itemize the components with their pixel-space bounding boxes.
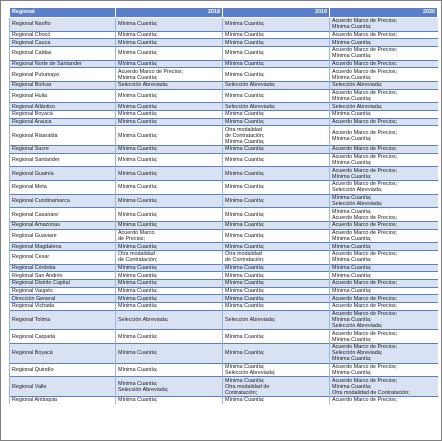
- table-row: [10, 153, 438, 167]
- cell-2020: Selección Abreviada;: [330, 103, 438, 111]
- cell-2020: Acuerdo Marco de Precios;: [330, 295, 438, 303]
- cell-regional: Regional Huila: [10, 89, 116, 103]
- cell-2018: Acuerdo Marco de Precios; Mínima Cuantía;: [116, 68, 223, 82]
- cell-2020: Acuerdo Marco de Precios;: [330, 302, 438, 310]
- cell-2020: Acuerdo Marco de Precios; Mínima Cuantía;: [330, 251, 438, 265]
- cell-regional: Regional Vaupés: [10, 287, 116, 295]
- table-row: [10, 243, 438, 251]
- table-header-row: [10, 8, 438, 18]
- table-row: [10, 46, 438, 60]
- cell-2018: Mínima Cuantía;: [116, 89, 223, 103]
- cell-2020: Mínima Cuantía;: [330, 287, 438, 295]
- cell-2020: Mínima Cuantía;: [330, 264, 438, 272]
- cell-2019: Mínima Cuantía;: [223, 295, 330, 303]
- cell-regional: Regional Guaviare: [10, 229, 116, 243]
- cell-2020: Acuerdo Marco de Precios;: [330, 279, 438, 287]
- cell-2018: Mínima Cuantía;: [116, 363, 223, 377]
- cell-2019: Mínima Cuantía;: [223, 60, 330, 68]
- cell-regional: Regional Córdoba: [10, 264, 116, 272]
- cell-2020: Acuerdo Marco de Precios; Mínima Cuantía;: [330, 153, 438, 167]
- table-body: [10, 18, 438, 404]
- cell-2019: Mínima Cuantía;: [223, 302, 330, 310]
- cell-2018: Mínima Cuantía;: [116, 126, 223, 146]
- cell-2018: Mínima Cuantía;: [116, 180, 223, 194]
- cell-2019: Otra modalidad de Contratación;: [223, 251, 330, 265]
- table-row: [10, 118, 438, 126]
- cell-regional: Regional Cesar: [10, 251, 116, 265]
- cell-2019: Mínima Cuantía;: [223, 287, 330, 295]
- cell-2019: Mínima Cuantía;: [223, 264, 330, 272]
- table-row: [10, 363, 438, 377]
- cell-2018: Mínima Cuantía;: [116, 31, 223, 39]
- cell-2020: Mínima Cuantía; Selección Abreviada;: [330, 194, 438, 208]
- cell-2019: Selección Abreviada;: [223, 81, 330, 89]
- cell-2018: Mínima Cuantía;: [116, 222, 223, 230]
- cell-regional: Regional Putumayo: [10, 68, 116, 82]
- table-row: [10, 31, 438, 39]
- table-row: [10, 377, 438, 397]
- cell-2019: Selección Abreviada;: [223, 310, 330, 330]
- table-row: [10, 279, 438, 287]
- cell-regional: Regional Cauca: [10, 39, 116, 47]
- cell-regional: Regional Risaralda: [10, 126, 116, 146]
- cell-2019: Mínima Cuantía;: [223, 243, 330, 251]
- cell-2018: Mínima Cuantía;: [116, 60, 223, 68]
- table-row: [10, 287, 438, 295]
- cell-2019: Mínima Cuantía;: [223, 46, 330, 60]
- cell-2020: Acuerdo Marco de Precios; Mínima Cuantía;: [330, 46, 438, 60]
- table-row: [10, 180, 438, 194]
- cell-2020: Acuerdo Marco de Precios; Mínima Cuantía;: [330, 89, 438, 103]
- cell-regional: Regional Caquetá: [10, 330, 116, 344]
- cell-2018: Mínima Cuantía;: [116, 145, 223, 153]
- cell-2019: Mínima Cuantía;: [223, 279, 330, 287]
- table-row: [10, 208, 438, 222]
- cell-regional: Regional Norte de Santander: [10, 60, 116, 68]
- cell-2019: Mínima Cuantía;: [223, 397, 330, 404]
- cell-2019: Mínima Cuantía;: [223, 153, 330, 167]
- cell-2020: Acuerdo Marco de Precios;: [330, 60, 438, 68]
- cell-regional: Dirección General: [10, 295, 116, 303]
- cell-2020: Acuerdo Marco de Precios; Mínima Cuantía;: [330, 330, 438, 344]
- cell-2018: Mínima Cuantía;: [116, 103, 223, 111]
- cell-regional: Regional Bolívar: [10, 81, 116, 89]
- cell-2019: Selección Abreviada;: [223, 103, 330, 111]
- cell-regional: Regional Sucre: [10, 145, 116, 153]
- cell-2018: Mínima Cuantía;: [116, 264, 223, 272]
- cell-2020: Acuerdo Marco de Precios; Selección Abreviada;: [330, 180, 438, 194]
- cell-2020: Acuerdo Marco de Precios; Mínima Cuantía;: [330, 229, 438, 243]
- table-row: [10, 110, 438, 118]
- cell-2019: Mínima Cuantía;: [223, 118, 330, 126]
- table-row: [10, 310, 438, 330]
- cell-2019: Mínima Cuantía;: [223, 208, 330, 222]
- cell-regional: Regional Quindío: [10, 363, 116, 377]
- cell-regional: Regional Caldas: [10, 46, 116, 60]
- table-row: [10, 18, 438, 32]
- cell-regional: Regional San Andrés: [10, 272, 116, 280]
- cell-2019: Mínima Cuantía;: [223, 31, 330, 39]
- cell-2018: Mínima Cuantía;: [116, 39, 223, 47]
- cell-2018: Mínima Cuantía;: [116, 343, 223, 363]
- cell-2020: Acuerdo Marco de Precios; Mínima Cuantía; Selección Abreviada;: [330, 310, 438, 330]
- cell-regional: Regional Meta: [10, 180, 116, 194]
- table-row: [10, 222, 438, 230]
- cell-2020: Acuerdo Marco de Precios; Mínima Cuantía;: [330, 167, 438, 181]
- cell-2018: Mínima Cuantía;: [116, 46, 223, 60]
- cell-regional: Regional Magdalena: [10, 243, 116, 251]
- cell-2020: Mínima Cuantía;: [330, 243, 438, 251]
- cell-2018: Acuerdo Marco de Precios;: [116, 229, 223, 243]
- cell-2018: Mínima Cuantía;: [116, 272, 223, 280]
- cell-2020: Acuerdo Marco de Precios; Mínima Cuantía; Otra modalidad de Contratación;: [330, 377, 438, 397]
- cell-2018: Mínima Cuantía;: [116, 287, 223, 295]
- cell-2019: Mínima Cuantía;: [223, 194, 330, 208]
- cell-2018: Mínima Cuantía;: [116, 243, 223, 251]
- cell-2019: Mínima Cuantía; Otra modalidad de Contratación;: [223, 377, 330, 397]
- cell-regional: Regional Antioquia: [10, 397, 116, 404]
- cell-regional: Regional Guainía: [10, 167, 116, 181]
- table-row: [10, 103, 438, 111]
- cell-regional: Regional Valle: [10, 377, 116, 397]
- cell-regional: Regional Boyacá: [10, 343, 116, 363]
- cell-2018: Mínima Cuantía;: [116, 330, 223, 344]
- cell-2018: Otra modalidad de Contratación;: [116, 251, 223, 265]
- cell-regional: Regional Distrito Capital: [10, 279, 116, 287]
- cell-2019: Otra modalidad de Contratación; Mínima Cuantía;: [223, 126, 330, 146]
- cell-2018: Mínima Cuantía;: [116, 18, 223, 32]
- table-row: [10, 126, 438, 146]
- cell-2020: Selección Abreviada;: [330, 81, 438, 89]
- cell-2020: Acuerdo Marco de Precios; Mínima Cuantía;: [330, 68, 438, 82]
- cell-2020: Acuerdo Marco de Precios;: [330, 222, 438, 230]
- cell-2018: Mínima Cuantía; Selección Abreviada;: [116, 377, 223, 397]
- table-row: [10, 272, 438, 280]
- cell-regional: Regional Cundinamarca: [10, 194, 116, 208]
- procurement-table: [9, 7, 438, 404]
- cell-regional: Regional Vichada: [10, 302, 116, 310]
- cell-2018: Mínima Cuantía;: [116, 110, 223, 118]
- table-row: [10, 194, 438, 208]
- cell-2020: Acuerdo Marco de Precios;: [330, 118, 438, 126]
- cell-2019: Mínima Cuantía;: [223, 222, 330, 230]
- cell-2020: Acuerdo Marco de Precios;: [330, 31, 438, 39]
- cell-2018: Mínima Cuantía;: [116, 118, 223, 126]
- cell-2018: Mínima Cuantía;: [116, 194, 223, 208]
- cell-2020: Mínima Cuantía;: [330, 110, 438, 118]
- cell-2019: Mínima Cuantía;: [223, 18, 330, 32]
- cell-2019: Mínima Cuantía;: [223, 229, 330, 243]
- cell-2019: Mínima Cuantía;: [223, 272, 330, 280]
- cell-2019: Mínima Cuantía;: [223, 330, 330, 344]
- cell-2019: Mínima Cuantía; Selección Abreviada;: [223, 363, 330, 377]
- table-row: [10, 397, 438, 404]
- cell-2018: Mínima Cuantía;: [116, 279, 223, 287]
- table-row: [10, 330, 438, 344]
- cell-2019: Mínima Cuantía;: [223, 343, 330, 363]
- cell-2019: Mínima Cuantía;: [223, 68, 330, 82]
- cell-2020: Acuerdo Marco de Precios; Mínima Cuantía;: [330, 126, 438, 146]
- cell-2018: Mínima Cuantía;: [116, 208, 223, 222]
- cell-2018: Mínima Cuantía;: [116, 295, 223, 303]
- cell-2018: Mínima Cuantía;: [116, 167, 223, 181]
- cell-2020: Acuerdo Marco de Precios;: [330, 145, 438, 153]
- table-row: [10, 89, 438, 103]
- table-row: [10, 60, 438, 68]
- cell-2018: Mínima Cuantía;: [116, 397, 223, 404]
- cell-2019: Mínima Cuantía;: [223, 39, 330, 47]
- cell-regional: Regional Casanare: [10, 208, 116, 222]
- cell-regional: Regional Chocó: [10, 31, 116, 39]
- table-row: [10, 39, 438, 47]
- cell-2019: Mínima Cuantía;: [223, 110, 330, 118]
- cell-regional: Regional Amazonas: [10, 222, 116, 230]
- cell-2018: Selección Abreviada;: [116, 310, 223, 330]
- cell-2019: Mínima Cuantía;: [223, 145, 330, 153]
- cell-2020: Mínima Cuantía;: [330, 272, 438, 280]
- header-regional: Regional: [10, 8, 116, 18]
- cell-2019: Mínima Cuantía;: [223, 89, 330, 103]
- table-row: [10, 145, 438, 153]
- cell-regional: Regional Atlántico: [10, 103, 116, 111]
- cell-2019: Mínima Cuantía;: [223, 180, 330, 194]
- cell-2018: Selección Abreviada;: [116, 81, 223, 89]
- cell-regional: Regional Boyacá: [10, 110, 116, 118]
- table-row: [10, 167, 438, 181]
- table-row: [10, 343, 438, 363]
- cell-2020: Acuerdo Marco de Precios; Mínima Cuantía;: [330, 18, 438, 32]
- cell-regional: Regional Nariño: [10, 18, 116, 32]
- cell-2020: Mínima Cuantía;: [330, 39, 438, 47]
- header-2018: 2018: [116, 8, 223, 18]
- cell-2020: Acuerdo Marco de Precios; Selección Abreviada; Mínima Cuantía;: [330, 343, 438, 363]
- cell-2020: Acuerdo Marco de Precios; Mínima Cuantía;: [330, 363, 438, 377]
- table-row: [10, 295, 438, 303]
- cell-2018: Mínima Cuantía;: [116, 302, 223, 310]
- cell-2019: Mínima Cuantía;: [223, 167, 330, 181]
- cell-2020: Mínima Cuantía; Acuerdo Marco de Precios;: [330, 208, 438, 222]
- cell-regional: Regional Tolima: [10, 310, 116, 330]
- table-row: [10, 81, 438, 89]
- table-row: [10, 229, 438, 243]
- header-2020: 2020: [330, 8, 438, 18]
- cell-2020: Acuerdo Marco de Precios;: [330, 397, 438, 404]
- cell-regional: Regional Santander: [10, 153, 116, 167]
- table-row: [10, 302, 438, 310]
- table-row: [10, 251, 438, 265]
- table-row: [10, 68, 438, 82]
- cell-regional: Regional Arauca: [10, 118, 116, 126]
- header-2019: 2019: [223, 8, 330, 18]
- table-row: [10, 264, 438, 272]
- cell-2018: Mínima Cuantía;: [116, 153, 223, 167]
